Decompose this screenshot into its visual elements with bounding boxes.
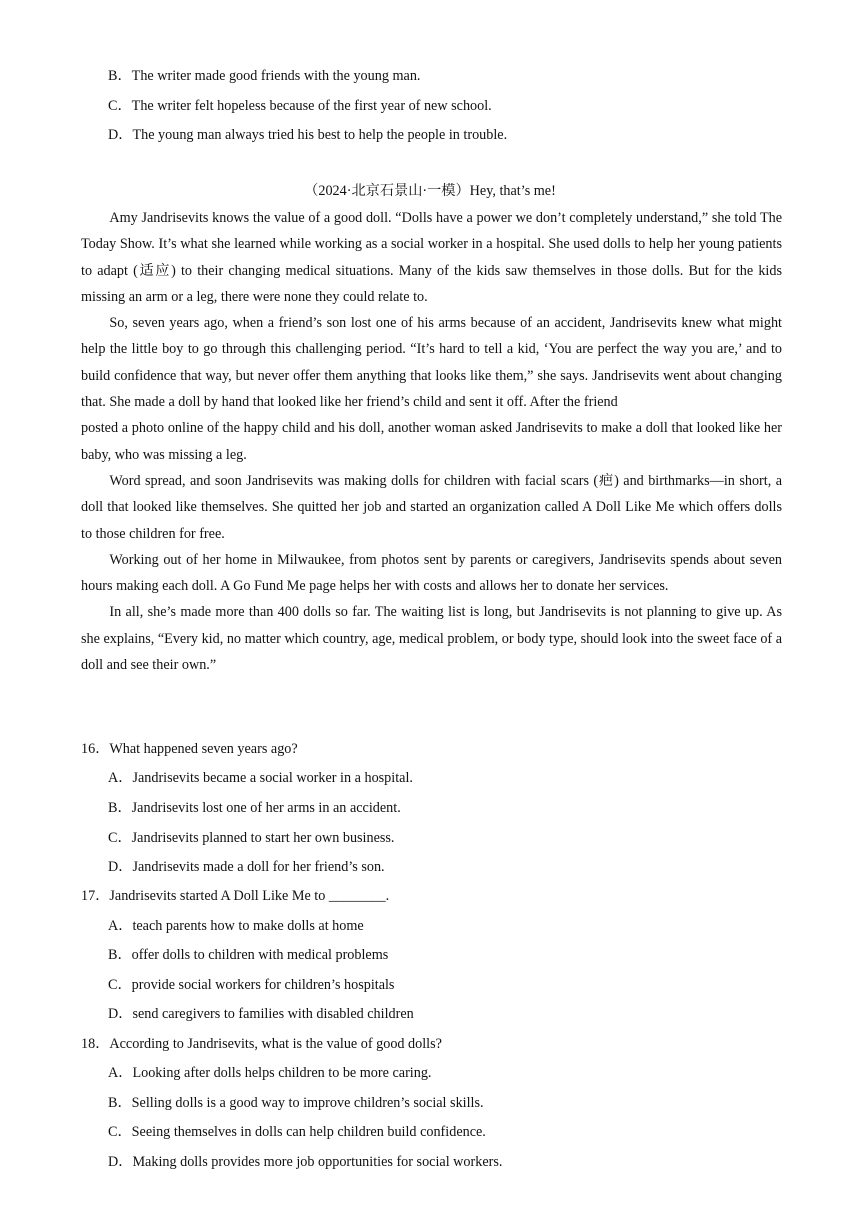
option-letter: A． bbox=[108, 1065, 133, 1081]
question-stem: Jandrisevits started A Doll Like Me to ________. bbox=[109, 888, 390, 904]
q17-option-c bbox=[108, 975, 394, 995]
question-16 bbox=[81, 739, 298, 759]
paragraph-2: So, seven years ago, when a friend’s son lost one of his arms because of an accident, Jandrisevits knew what might help the little boy to go through this challenging period. “It’s hard to tell a kid, ‘You are perfect the way you are,’ and to build confidence that way, but never offer them anything that looks like them,” she says. Jandrisevits went about changing that. She made a doll by hand that looked like her friend’s child and sent it off. After the friend bbox=[81, 315, 782, 411]
q17-option-d bbox=[108, 1004, 414, 1024]
question-number: 18． bbox=[81, 1036, 110, 1052]
option-letter: D． bbox=[108, 1006, 133, 1022]
question-18 bbox=[81, 1034, 442, 1054]
option-text: Jandrisevits lost one of her arms in an accident. bbox=[131, 800, 401, 816]
option-text: Making dolls provides more job opportunities for social workers. bbox=[132, 1154, 503, 1170]
option-text: Selling dolls is a good way to improve children’s social skills. bbox=[131, 1095, 484, 1111]
option-text: Jandrisevits planned to start her own business. bbox=[131, 830, 395, 846]
prev-option-d bbox=[108, 125, 507, 145]
option-letter: B． bbox=[108, 800, 132, 816]
q18-option-c bbox=[108, 1122, 486, 1142]
option-letter: D． bbox=[108, 859, 133, 875]
paragraph-2-continued: posted a photo online of the happy child and his doll, another woman asked Jandrisevits to make a doll that looked like her baby, who was missing a leg. bbox=[81, 420, 782, 463]
prev-option-b bbox=[108, 66, 420, 86]
option-letter: C． bbox=[108, 977, 132, 993]
q18-option-a bbox=[108, 1063, 431, 1083]
option-text: Jandrisevits became a social worker in a hospital. bbox=[132, 770, 413, 786]
option-text: The writer felt hopeless because of the first year of new school. bbox=[131, 98, 492, 114]
q18-option-b bbox=[108, 1093, 484, 1113]
option-text: send caregivers to families with disabled children bbox=[132, 1006, 414, 1022]
q17-option-b bbox=[108, 945, 388, 965]
option-text: The young man always tried his best to help the people in trouble. bbox=[132, 127, 508, 143]
paragraph-1: Amy Jandrisevits knows the value of a good doll. “Dolls have a power we don’t completely understand,” she told The Today Show. It’s what she learned while working as a social worker in a hospital. She used dolls to help her young patients to adapt (适应) to their changing medical situations. Many of the kids saw themselves in those dolls. But for the kids missing an arm or a leg, there were none they could relate to. bbox=[81, 210, 782, 305]
option-text: Jandrisevits made a doll for her friend’s son. bbox=[132, 859, 385, 875]
question-stem: What happened seven years ago? bbox=[109, 741, 298, 757]
option-text: provide social workers for children’s hospitals bbox=[131, 977, 395, 993]
paragraph-4: Working out of her home in Milwaukee, from photos sent by parents or caregivers, Jandrisevits spends about seven hours making each doll. A Go Fund Me page helps her with costs and allows her to donate her services. bbox=[81, 551, 782, 595]
option-letter: D． bbox=[108, 127, 133, 143]
passage-title: （2024·北京石景山·一模）Hey, that’s me! bbox=[304, 183, 556, 199]
passage-body bbox=[81, 205, 782, 678]
question-stem: According to Jandrisevits, what is the value of good dolls? bbox=[109, 1036, 442, 1052]
option-letter: B． bbox=[108, 68, 132, 84]
q16-option-b bbox=[108, 798, 401, 818]
q18-option-d bbox=[108, 1152, 502, 1172]
option-text: teach parents how to make dolls at home bbox=[132, 918, 364, 934]
option-letter: C． bbox=[108, 98, 132, 114]
option-letter: B． bbox=[108, 947, 132, 963]
paragraph-3: Word spread, and soon Jandrisevits was making dolls for children with facial scars (疤) and birthmarks—in short, a doll that looked like themselves. She quitted her job and started an organization called A Doll Like Me which offers dolls to those children for free. bbox=[81, 472, 782, 542]
option-text: The writer made good friends with the young man. bbox=[131, 68, 421, 84]
option-letter: C． bbox=[108, 1124, 132, 1140]
q16-option-a bbox=[108, 768, 413, 788]
q17-option-a bbox=[108, 916, 364, 936]
q16-option-c bbox=[108, 828, 394, 848]
option-letter: A． bbox=[108, 770, 133, 786]
paragraph-5: In all, she’s made more than 400 dolls so far. The waiting list is long, but Jandrisevits is not planning to give up. As she explains, “Every kid, no matter which country, age, medical problem, or body type, should look into the sweet face of a doll and see their own.” bbox=[81, 604, 782, 674]
q16-option-d bbox=[108, 857, 385, 877]
question-17 bbox=[81, 886, 389, 906]
option-text: Seeing themselves in dolls can help children build confidence. bbox=[131, 1124, 486, 1140]
question-number: 17． bbox=[81, 888, 110, 904]
option-letter: C． bbox=[108, 830, 132, 846]
option-text: offer dolls to children with medical problems bbox=[131, 947, 389, 963]
option-text: Looking after dolls helps children to be more caring. bbox=[132, 1065, 432, 1081]
option-letter: D． bbox=[108, 1154, 133, 1170]
option-letter: A． bbox=[108, 918, 133, 934]
option-letter: B． bbox=[108, 1095, 132, 1111]
question-number: 16． bbox=[81, 741, 110, 757]
prev-option-c bbox=[108, 96, 492, 116]
